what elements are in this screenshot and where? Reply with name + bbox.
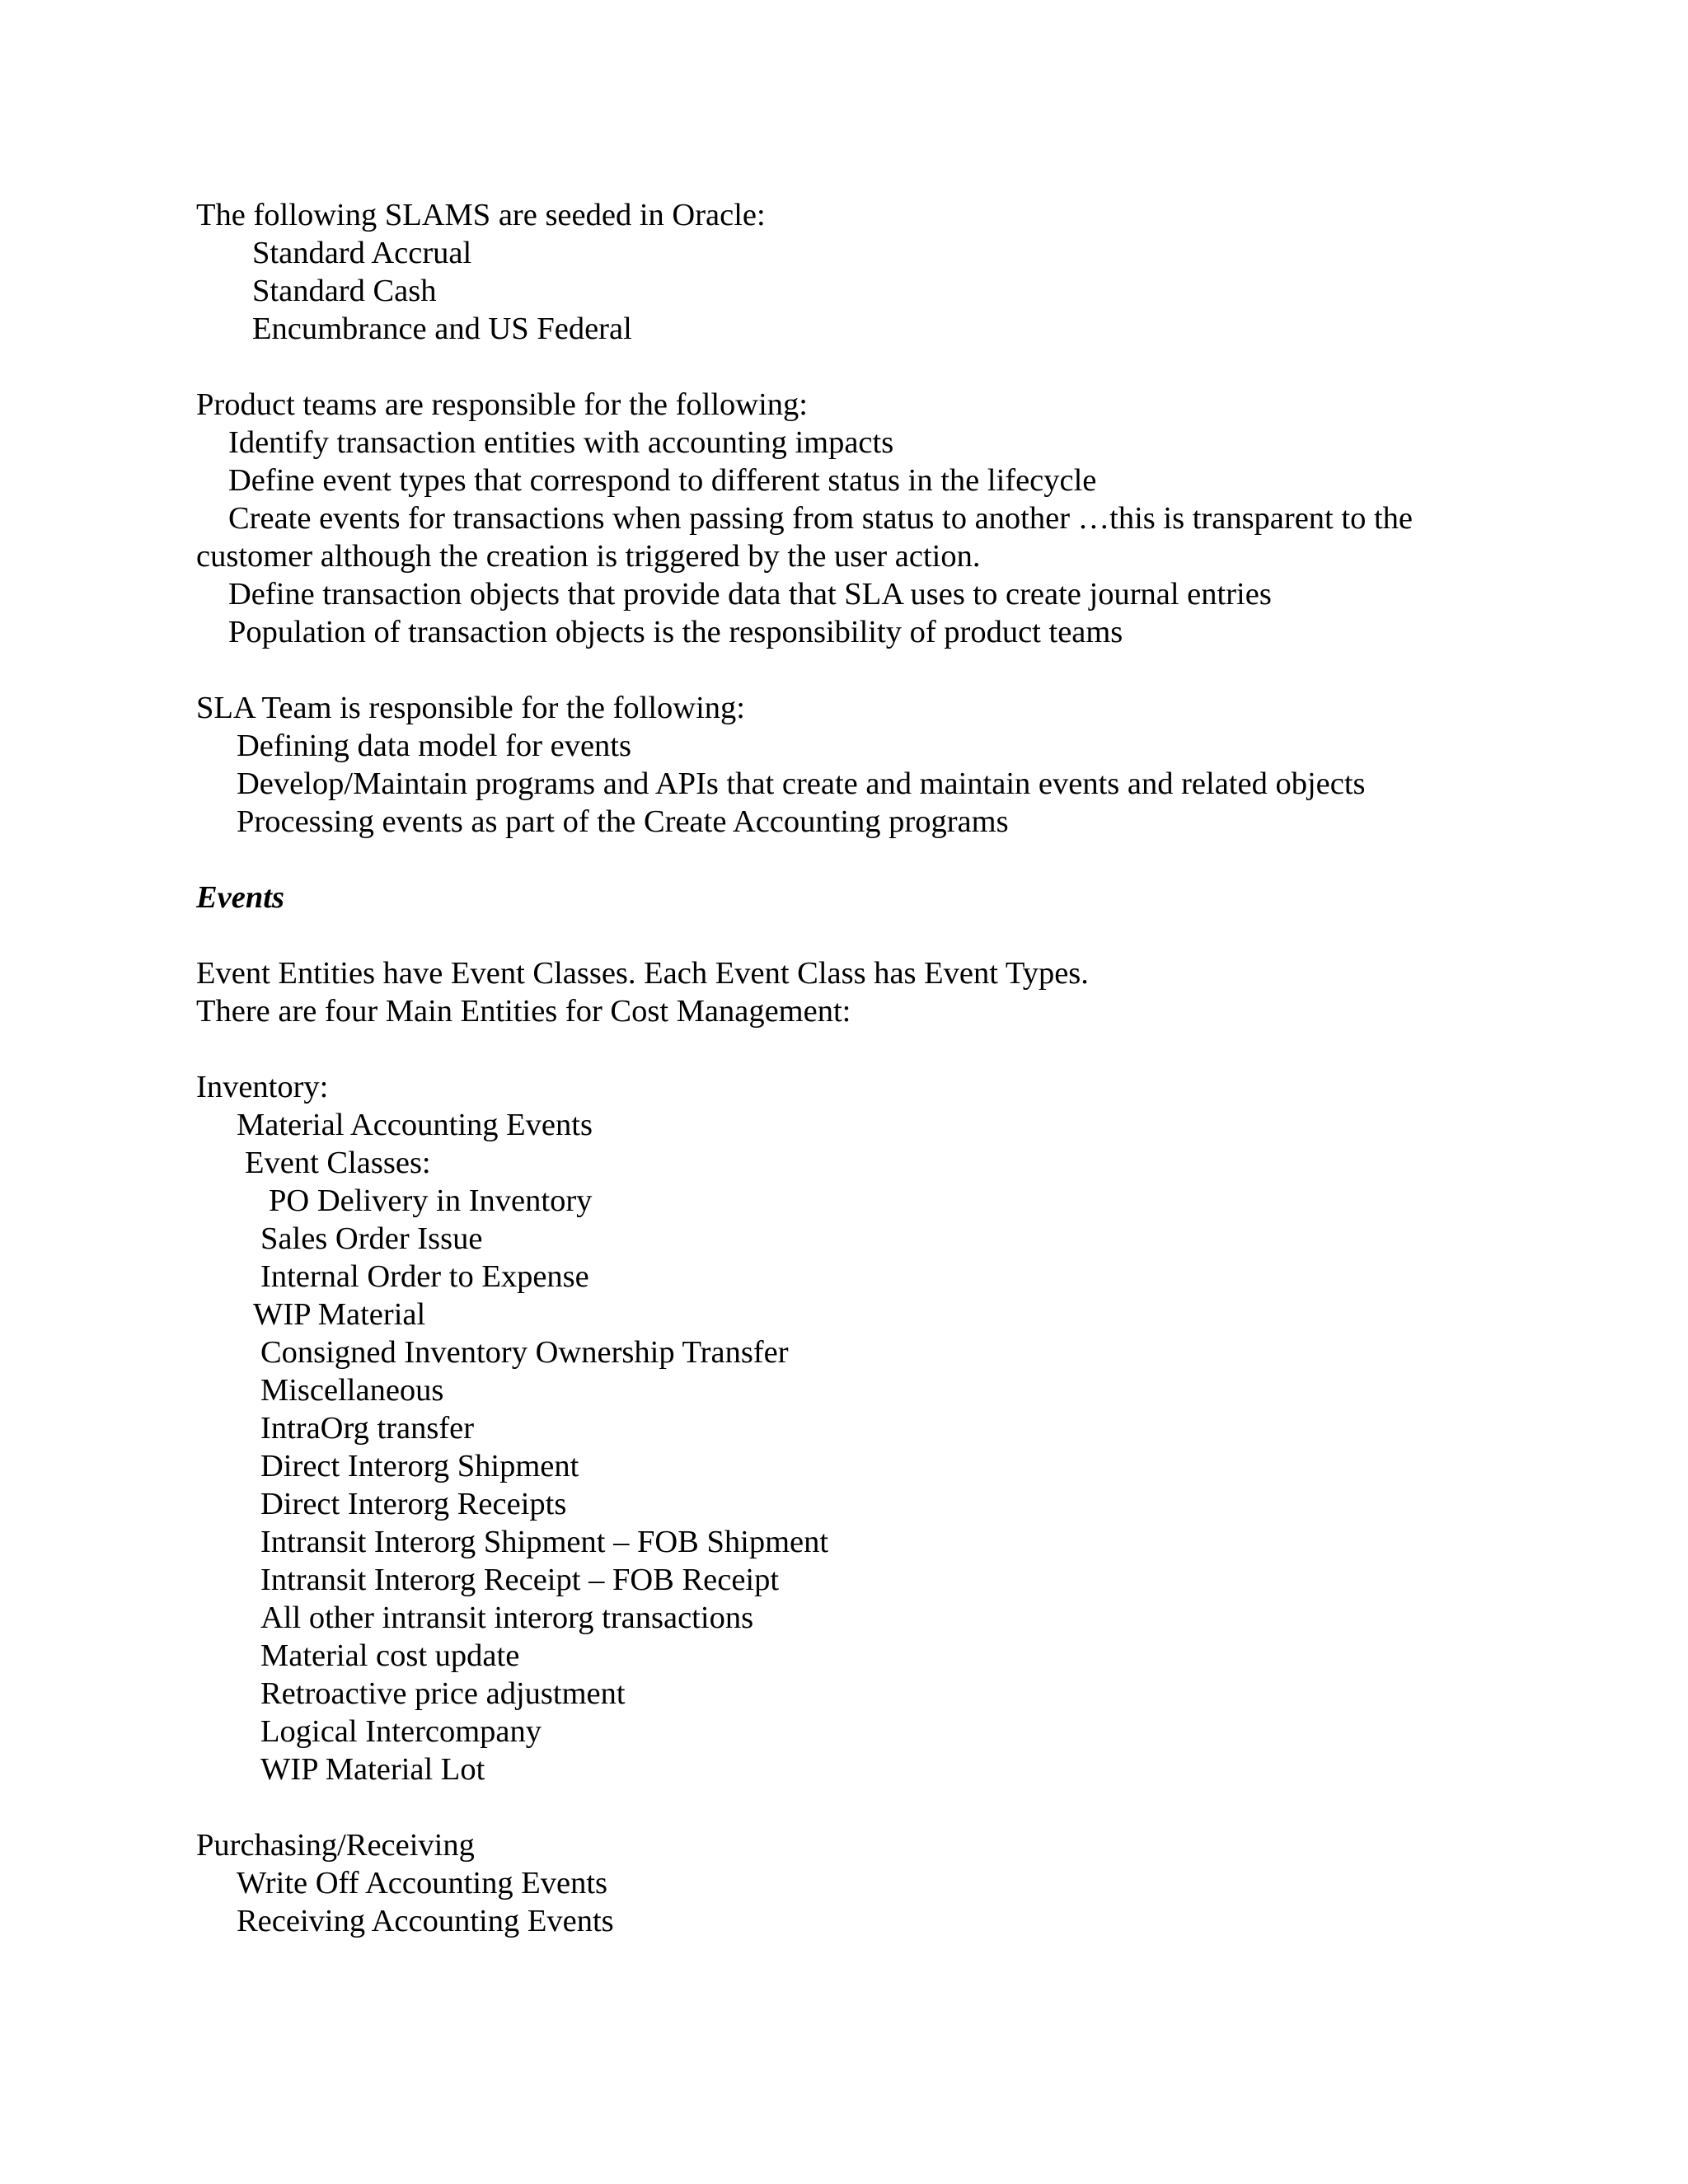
event-class-item: Consigned Inventory Ownership Transfer (260, 1335, 789, 1370)
purchasing-title: Purchasing/Receiving (196, 1828, 475, 1863)
event-class-item: Logical Intercompany (260, 1714, 542, 1749)
product-teams-item: Define event types that correspond to different status in the lifecycle (228, 463, 1097, 498)
slams-item: Standard Cash (252, 274, 437, 308)
purchasing-item: Write Off Accounting Events (237, 1866, 608, 1900)
events-description: Event Entities have Event Classes. Each Event Class has Event Types. (196, 956, 1089, 991)
events-description: There are four Main Entities for Cost Management: (196, 994, 851, 1029)
event-class-item: Retroactive price adjustment (260, 1676, 626, 1711)
slams-item: Standard Accrual (252, 236, 472, 270)
sla-team-item: Develop/Maintain programs and APIs that create and maintain events and related objects (237, 766, 1366, 801)
sla-team-item: Processing events as part of the Create Accounting programs (237, 804, 1009, 839)
event-class-item: Direct Interorg Shipment (260, 1449, 579, 1483)
sla-team-intro: SLA Team is responsible for the following: (196, 691, 745, 725)
product-teams-item: Population of transaction objects is the responsibility of product teams (228, 615, 1123, 649)
event-class-item: WIP Material (253, 1297, 426, 1332)
event-class-item: Sales Order Issue (260, 1221, 483, 1256)
event-class-item: Intransit Interorg Shipment – FOB Shipment (260, 1525, 829, 1559)
event-class-item: WIP Material Lot (260, 1752, 485, 1787)
event-class-item: IntraOrg transfer (260, 1411, 475, 1446)
event-class-item: Internal Order to Expense (260, 1259, 589, 1294)
product-teams-item: Identify transaction entities with accounting impacts (228, 425, 894, 460)
product-teams-item: Define transaction objects that provide data that SLA uses to create journal entries (228, 577, 1272, 612)
event-class-item: Miscellaneous (260, 1373, 444, 1408)
product-teams-intro: Product teams are responsible for the following: (196, 387, 809, 422)
inventory-title: Inventory: (196, 1070, 329, 1104)
event-classes-label: Event Classes: (245, 1146, 431, 1180)
sla-team-item: Defining data model for events (237, 729, 631, 763)
event-class-item: PO Delivery in Inventory (269, 1183, 593, 1218)
event-class-item: All other intransit interorg transactions (260, 1601, 754, 1635)
slams-item: Encumbrance and US Federal (252, 312, 632, 346)
events-heading: Events (196, 880, 284, 915)
slams-intro: The following SLAMS are seeded in Oracle: (196, 198, 766, 232)
event-class-item: Direct Interorg Receipts (260, 1487, 567, 1521)
product-teams-item-continued: customer although the creation is triggered by the user action. (196, 539, 981, 574)
event-class-item: Material cost update (260, 1638, 520, 1673)
inventory-subtitle: Material Accounting Events (237, 1108, 593, 1142)
purchasing-item: Receiving Accounting Events (237, 1904, 614, 1938)
event-class-item: Intransit Interorg Receipt – FOB Receipt (260, 1563, 780, 1597)
product-teams-item: Create events for transactions when passing from status to another …this is transparent to the (228, 501, 1413, 536)
